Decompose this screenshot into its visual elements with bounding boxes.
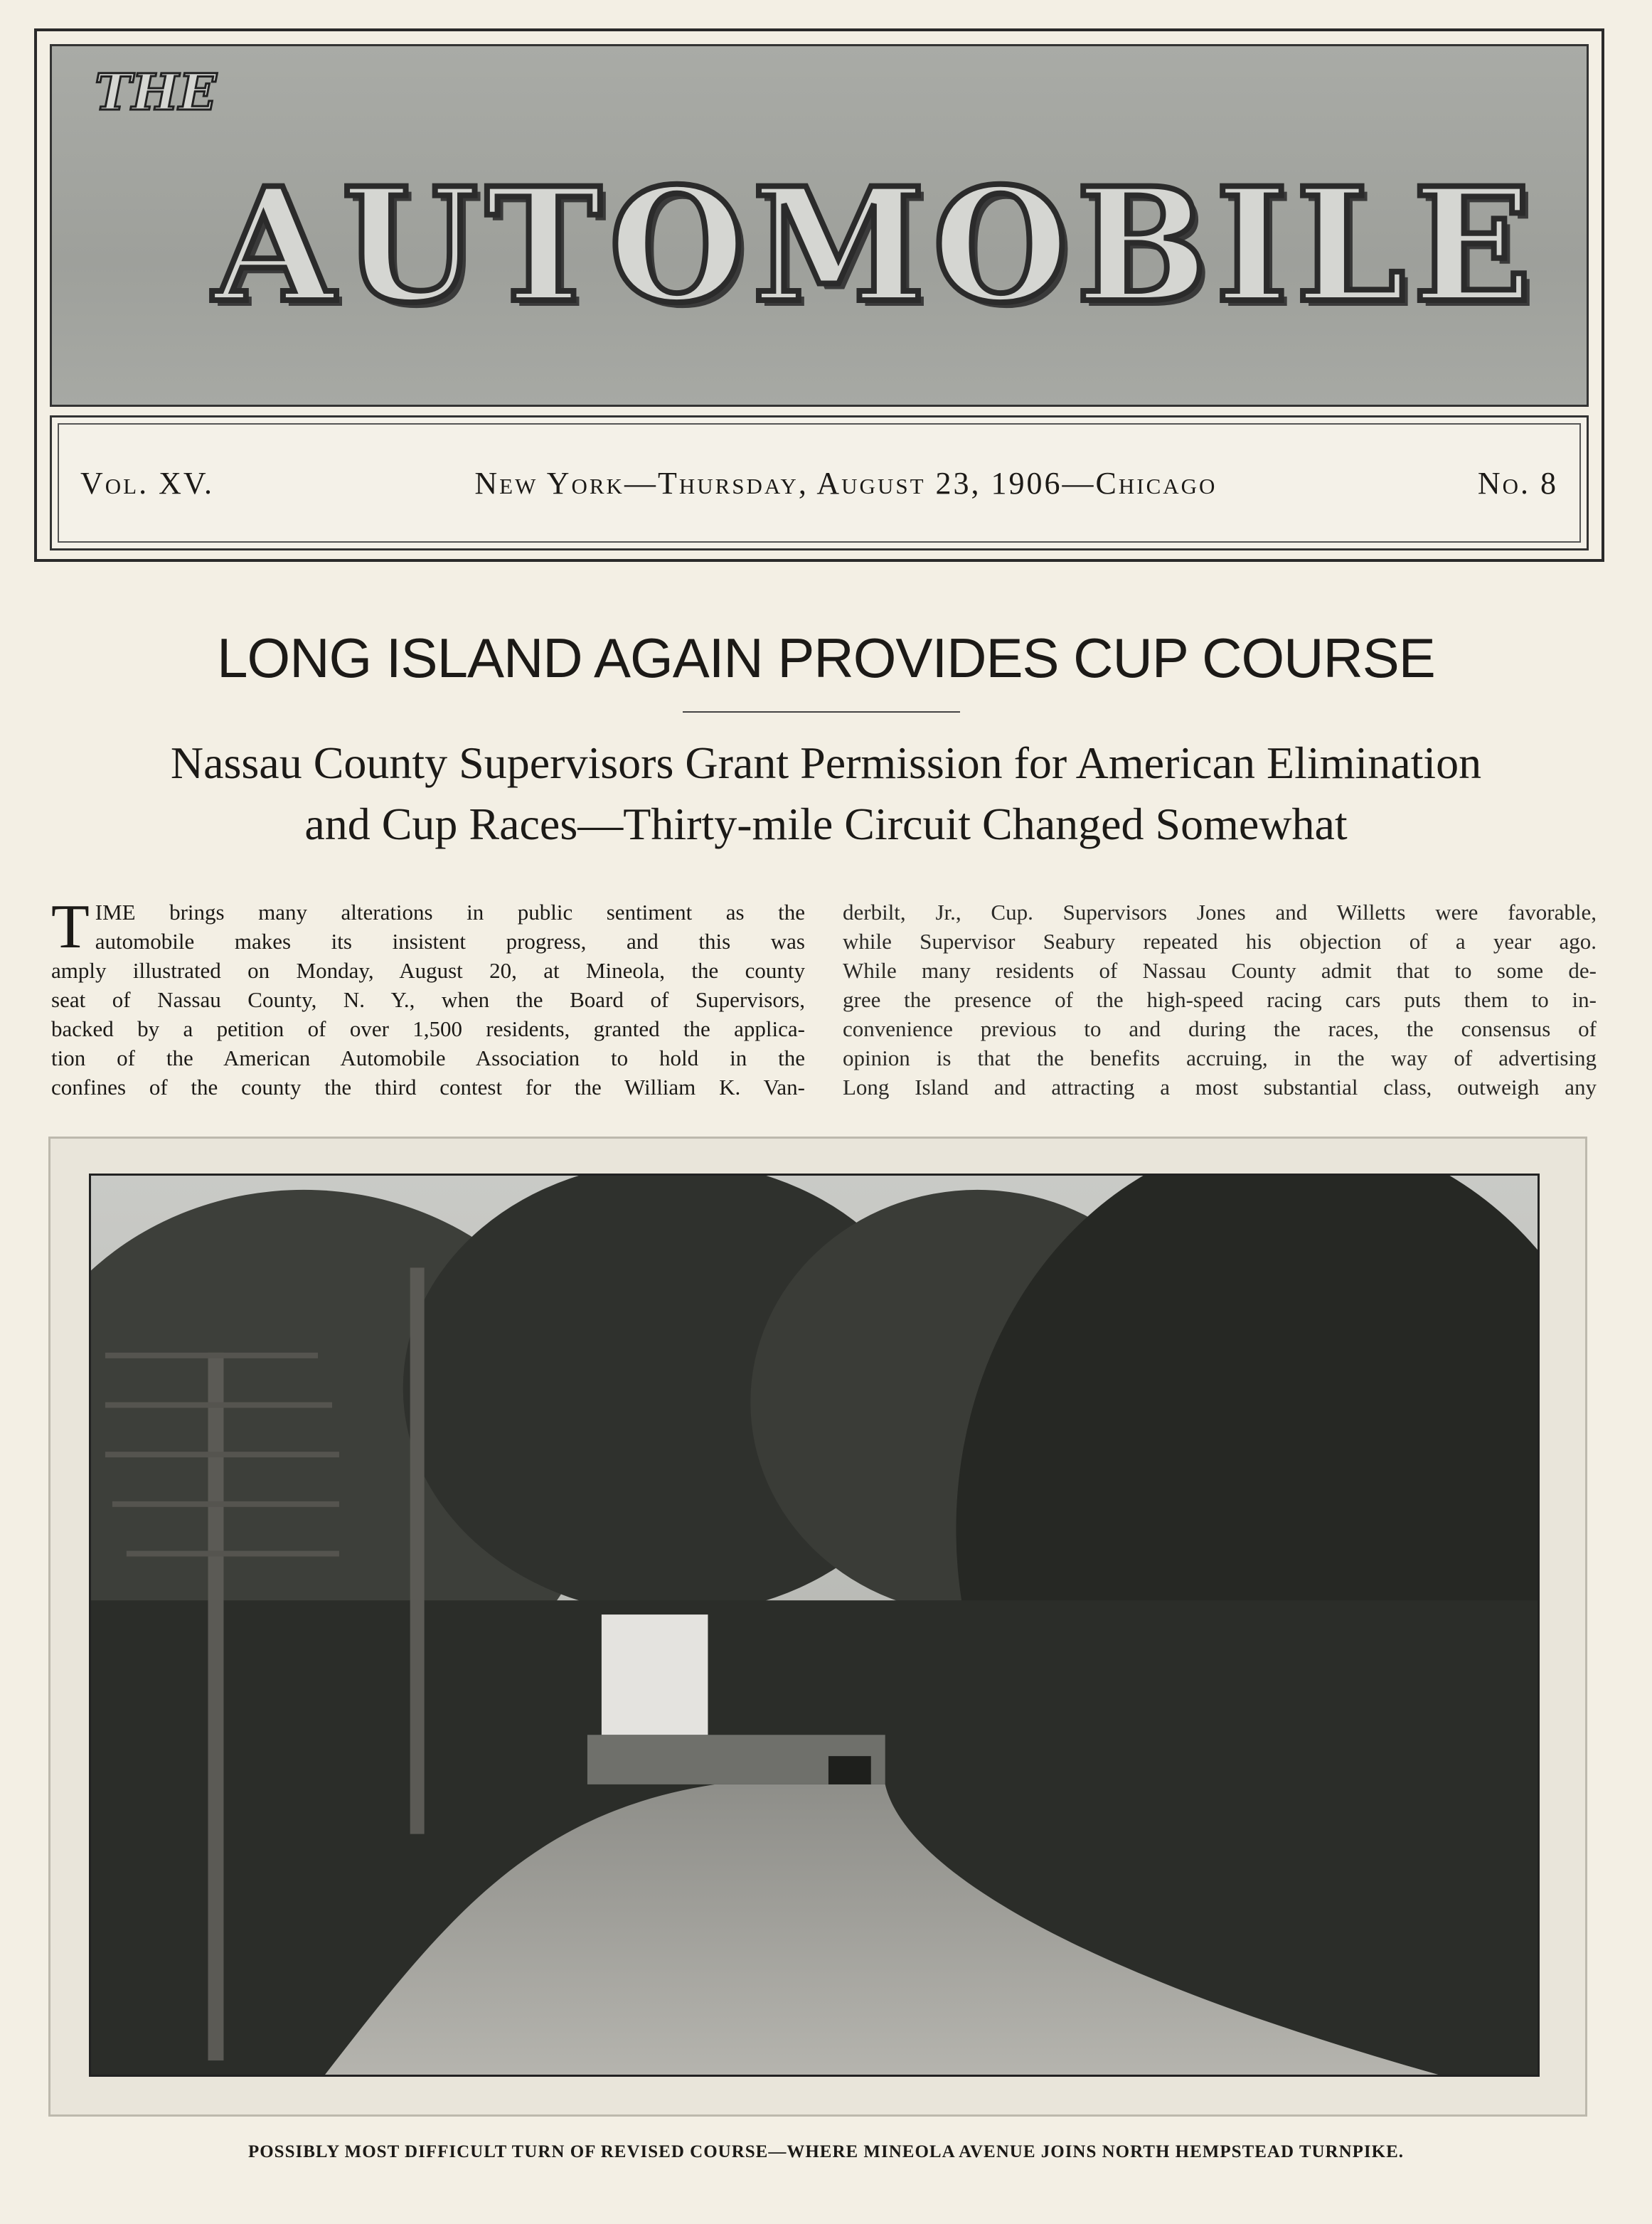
text-line: tion of the American Automobile Association to hold in the bbox=[51, 1046, 805, 1070]
body-column-left bbox=[51, 893, 805, 1102]
drop-cap: T bbox=[51, 893, 90, 962]
issue-number: No. 8 bbox=[1477, 465, 1558, 501]
photo-caption: POSSIBLY MOST DIFFICULT TURN OF REVISED COURSE—WHERE MINEOLA AVENUE JOINS NORTH HEMPSTEAD TURNPIKE. bbox=[247, 2142, 1405, 2161]
text-line: automobile makes its insistent progress, and this was bbox=[95, 929, 805, 954]
masthead-banner bbox=[50, 44, 1589, 407]
text-line: while Supervisor Seabury repeated his objection of a year ago. bbox=[843, 929, 1597, 954]
text-line: amply illustrated on Monday, August 20, at Mineola, the county bbox=[51, 958, 805, 983]
text-line: gree the presence of the high-speed racing cars puts them to in- bbox=[843, 987, 1597, 1012]
text-line: convenience previous to and during the races, the consensus of bbox=[843, 1016, 1597, 1041]
text-line: backed by a petition of over 1,500 residents, granted the applica- bbox=[51, 1016, 805, 1041]
road-photograph bbox=[89, 1174, 1540, 2077]
text-line: While many residents of Nassau County admit that to some de- bbox=[843, 958, 1597, 983]
divider bbox=[683, 711, 960, 713]
subhead-line: and Cup Races—Thirty-mile Circuit Changed Somewhat bbox=[304, 799, 1348, 849]
body-column-right bbox=[843, 898, 1597, 1102]
text-line: derbilt, Jr., Cup. Supervisors Jones and Willetts were favorable, bbox=[843, 900, 1597, 925]
dateline: New York—Thursday, August 23, 1906—Chicago bbox=[474, 465, 1217, 501]
masthead bbox=[34, 28, 1604, 562]
volume: Vol. XV. bbox=[80, 465, 214, 501]
text-line: IME brings many alterations in public sentiment as the bbox=[95, 900, 805, 925]
logo-the: THE bbox=[95, 63, 217, 122]
issue-info-inner bbox=[58, 423, 1581, 543]
article-subhead bbox=[0, 733, 1652, 855]
text-line: confines of the county the third contest for the William K. Van- bbox=[51, 1075, 805, 1100]
text-line: opinion is that the benefits accruing, in the way of advertising bbox=[843, 1046, 1597, 1070]
article-headline: LONG ISLAND AGAIN PROVIDES CUP COURSE bbox=[217, 627, 1435, 689]
text-line: seat of Nassau County, N. Y., when the Board of Supervisors, bbox=[51, 987, 805, 1012]
issue-info-bar bbox=[50, 415, 1589, 550]
magazine-logo: AUTOMOBILE bbox=[213, 153, 1540, 337]
text-line: Long Island and attracting a most substantial class, outweigh any bbox=[843, 1075, 1597, 1100]
subhead-line: Nassau County Supervisors Grant Permission for American Elimination bbox=[170, 738, 1482, 788]
